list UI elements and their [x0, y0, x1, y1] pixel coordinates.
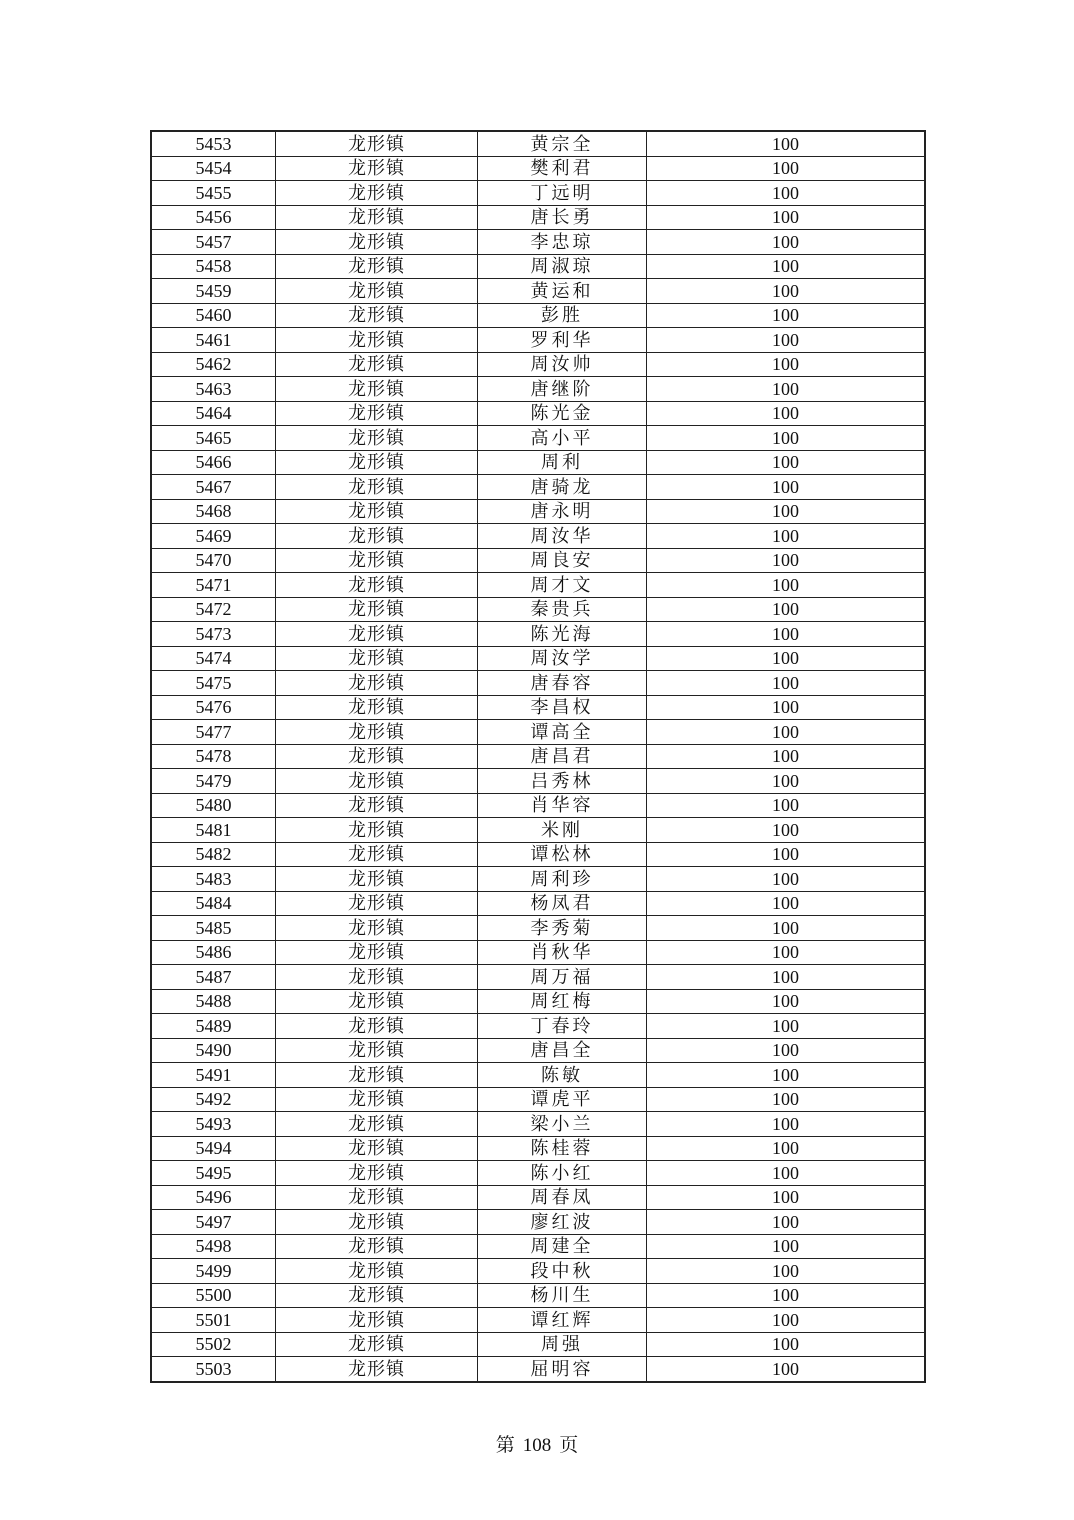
amount-cell: 100 [647, 1210, 926, 1235]
person-name-cell: 周利珍 [478, 867, 647, 892]
table-row [151, 475, 925, 500]
table-row [151, 695, 925, 720]
person-name-cell: 梁小兰 [478, 1112, 647, 1137]
row-number-cell: 5482 [151, 842, 276, 867]
town-cell: 龙形镇 [276, 818, 478, 843]
person-name-cell: 周利 [478, 450, 647, 475]
amount-cell: 100 [647, 695, 926, 720]
row-number-cell: 5503 [151, 1357, 276, 1382]
town-cell: 龙形镇 [276, 303, 478, 328]
row-number-cell: 5502 [151, 1332, 276, 1357]
table-row [151, 597, 925, 622]
person-name-cell: 屈明容 [478, 1357, 647, 1382]
table-row [151, 1038, 925, 1063]
town-cell: 龙形镇 [276, 1185, 478, 1210]
person-name-cell: 李秀菊 [478, 916, 647, 941]
table-row [151, 818, 925, 843]
town-cell: 龙形镇 [276, 769, 478, 794]
table-row [151, 205, 925, 230]
amount-cell: 100 [647, 352, 926, 377]
table-row [151, 328, 925, 353]
page-footer [0, 1430, 1074, 1457]
person-name-cell: 廖红波 [478, 1210, 647, 1235]
amount-cell: 100 [647, 1161, 926, 1186]
amount-cell: 100 [647, 573, 926, 598]
person-name-cell: 高小平 [478, 426, 647, 451]
town-cell: 龙形镇 [276, 181, 478, 206]
page-footer-suffix: 页 [559, 1435, 579, 1456]
table-row [151, 548, 925, 573]
town-cell: 龙形镇 [276, 622, 478, 647]
town-cell: 龙形镇 [276, 279, 478, 304]
row-number-cell: 5488 [151, 989, 276, 1014]
person-name-cell: 周春凤 [478, 1185, 647, 1210]
table-row [151, 646, 925, 671]
person-name-cell: 段中秋 [478, 1259, 647, 1284]
town-cell: 龙形镇 [276, 671, 478, 696]
town-cell: 龙形镇 [276, 426, 478, 451]
row-number-cell: 5454 [151, 156, 276, 181]
person-name-cell: 谭松林 [478, 842, 647, 867]
town-cell: 龙形镇 [276, 1161, 478, 1186]
town-cell: 龙形镇 [276, 989, 478, 1014]
person-name-cell: 丁春玲 [478, 1014, 647, 1039]
person-name-cell: 唐昌全 [478, 1038, 647, 1063]
table-row [151, 1161, 925, 1186]
row-number-cell: 5462 [151, 352, 276, 377]
person-name-cell: 谭红辉 [478, 1308, 647, 1333]
row-number-cell: 5463 [151, 377, 276, 402]
amount-cell: 100 [647, 1332, 926, 1357]
page-number: 108 [522, 1435, 552, 1456]
table-row [151, 842, 925, 867]
town-cell: 龙形镇 [276, 1136, 478, 1161]
row-number-cell: 5453 [151, 131, 276, 156]
town-cell: 龙形镇 [276, 401, 478, 426]
town-cell: 龙形镇 [276, 1357, 478, 1382]
table-row [151, 916, 925, 941]
person-name-cell: 黄宗全 [478, 131, 647, 156]
table-row [151, 1136, 925, 1161]
person-name-cell: 谭虎平 [478, 1087, 647, 1112]
amount-cell: 100 [647, 793, 926, 818]
table-row [151, 769, 925, 794]
town-cell: 龙形镇 [276, 1014, 478, 1039]
row-number-cell: 5470 [151, 548, 276, 573]
table-row [151, 450, 925, 475]
person-name-cell: 谭高全 [478, 720, 647, 745]
table-row [151, 744, 925, 769]
row-number-cell: 5468 [151, 499, 276, 524]
person-name-cell: 周汝帅 [478, 352, 647, 377]
person-name-cell: 周万福 [478, 965, 647, 990]
amount-cell: 100 [647, 1112, 926, 1137]
person-name-cell: 唐昌君 [478, 744, 647, 769]
town-cell: 龙形镇 [276, 1332, 478, 1357]
row-number-cell: 5478 [151, 744, 276, 769]
amount-cell: 100 [647, 989, 926, 1014]
row-number-cell: 5501 [151, 1308, 276, 1333]
person-name-cell: 李昌权 [478, 695, 647, 720]
row-number-cell: 5493 [151, 1112, 276, 1137]
town-cell: 龙形镇 [276, 450, 478, 475]
town-cell: 龙形镇 [276, 1308, 478, 1333]
person-name-cell: 周建全 [478, 1234, 647, 1259]
person-name-cell: 周强 [478, 1332, 647, 1357]
person-name-cell: 陈桂蓉 [478, 1136, 647, 1161]
table-row [151, 352, 925, 377]
town-cell: 龙形镇 [276, 1210, 478, 1235]
table-row [151, 131, 925, 156]
table-row [151, 1185, 925, 1210]
amount-cell: 100 [647, 720, 926, 745]
town-cell: 龙形镇 [276, 965, 478, 990]
row-number-cell: 5461 [151, 328, 276, 353]
row-number-cell: 5484 [151, 891, 276, 916]
table-row [151, 622, 925, 647]
town-cell: 龙形镇 [276, 646, 478, 671]
amount-cell: 100 [647, 156, 926, 181]
person-name-cell: 彭胜 [478, 303, 647, 328]
amount-cell: 100 [647, 401, 926, 426]
table-row [151, 1332, 925, 1357]
table-row [151, 793, 925, 818]
town-cell: 龙形镇 [276, 131, 478, 156]
town-cell: 龙形镇 [276, 1112, 478, 1137]
person-name-cell: 李忠琼 [478, 230, 647, 255]
amount-cell: 100 [647, 303, 926, 328]
roster-table [150, 130, 926, 1383]
amount-cell: 100 [647, 1185, 926, 1210]
person-name-cell: 周汝学 [478, 646, 647, 671]
row-number-cell: 5498 [151, 1234, 276, 1259]
person-name-cell: 周良安 [478, 548, 647, 573]
row-number-cell: 5460 [151, 303, 276, 328]
table-row [151, 1112, 925, 1137]
amount-cell: 100 [647, 499, 926, 524]
row-number-cell: 5490 [151, 1038, 276, 1063]
row-number-cell: 5497 [151, 1210, 276, 1235]
row-number-cell: 5458 [151, 254, 276, 279]
amount-cell: 100 [647, 1087, 926, 1112]
town-cell: 龙形镇 [276, 573, 478, 598]
table-row [151, 377, 925, 402]
amount-cell: 100 [647, 597, 926, 622]
amount-cell: 100 [647, 622, 926, 647]
town-cell: 龙形镇 [276, 205, 478, 230]
amount-cell: 100 [647, 1136, 926, 1161]
table-row [151, 1014, 925, 1039]
person-name-cell: 杨川生 [478, 1283, 647, 1308]
row-number-cell: 5489 [151, 1014, 276, 1039]
row-number-cell: 5494 [151, 1136, 276, 1161]
amount-cell: 100 [647, 230, 926, 255]
amount-cell: 100 [647, 328, 926, 353]
row-number-cell: 5475 [151, 671, 276, 696]
amount-cell: 100 [647, 867, 926, 892]
row-number-cell: 5500 [151, 1283, 276, 1308]
table-row [151, 720, 925, 745]
town-cell: 龙形镇 [276, 891, 478, 916]
person-name-cell: 唐长勇 [478, 205, 647, 230]
town-cell: 龙形镇 [276, 842, 478, 867]
amount-cell: 100 [647, 671, 926, 696]
town-cell: 龙形镇 [276, 230, 478, 255]
row-number-cell: 5486 [151, 940, 276, 965]
town-cell: 龙形镇 [276, 867, 478, 892]
table-row [151, 1234, 925, 1259]
town-cell: 龙形镇 [276, 1063, 478, 1088]
person-name-cell: 陈小红 [478, 1161, 647, 1186]
table-row [151, 499, 925, 524]
row-number-cell: 5455 [151, 181, 276, 206]
amount-cell: 100 [647, 548, 926, 573]
row-number-cell: 5457 [151, 230, 276, 255]
town-cell: 龙形镇 [276, 254, 478, 279]
row-number-cell: 5485 [151, 916, 276, 941]
person-name-cell: 樊利君 [478, 156, 647, 181]
town-cell: 龙形镇 [276, 744, 478, 769]
amount-cell: 100 [647, 1308, 926, 1333]
table-row [151, 1308, 925, 1333]
person-name-cell: 唐春容 [478, 671, 647, 696]
amount-cell: 100 [647, 131, 926, 156]
table-row [151, 401, 925, 426]
row-number-cell: 5466 [151, 450, 276, 475]
row-number-cell: 5474 [151, 646, 276, 671]
town-cell: 龙形镇 [276, 1259, 478, 1284]
amount-cell: 100 [647, 1259, 926, 1284]
amount-cell: 100 [647, 450, 926, 475]
person-name-cell: 秦贵兵 [478, 597, 647, 622]
row-number-cell: 5491 [151, 1063, 276, 1088]
town-cell: 龙形镇 [276, 597, 478, 622]
row-number-cell: 5467 [151, 475, 276, 500]
table-row [151, 1357, 925, 1382]
table-row [151, 1063, 925, 1088]
amount-cell: 100 [647, 205, 926, 230]
town-cell: 龙形镇 [276, 1087, 478, 1112]
person-name-cell: 黄运和 [478, 279, 647, 304]
table-row [151, 965, 925, 990]
row-number-cell: 5471 [151, 573, 276, 598]
amount-cell: 100 [647, 254, 926, 279]
amount-cell: 100 [647, 377, 926, 402]
row-number-cell: 5464 [151, 401, 276, 426]
row-number-cell: 5496 [151, 1185, 276, 1210]
person-name-cell: 米刚 [478, 818, 647, 843]
amount-cell: 100 [647, 1283, 926, 1308]
amount-cell: 100 [647, 842, 926, 867]
page-footer-prefix: 第 [495, 1435, 515, 1456]
table-row [151, 303, 925, 328]
town-cell: 龙形镇 [276, 524, 478, 549]
town-cell: 龙形镇 [276, 1283, 478, 1308]
row-number-cell: 5459 [151, 279, 276, 304]
town-cell: 龙形镇 [276, 1038, 478, 1063]
amount-cell: 100 [647, 744, 926, 769]
row-number-cell: 5479 [151, 769, 276, 794]
town-cell: 龙形镇 [276, 377, 478, 402]
row-number-cell: 5481 [151, 818, 276, 843]
amount-cell: 100 [647, 916, 926, 941]
roster-table-body [151, 131, 925, 1382]
person-name-cell: 周汝华 [478, 524, 647, 549]
table-row [151, 279, 925, 304]
amount-cell: 100 [647, 524, 926, 549]
amount-cell: 100 [647, 965, 926, 990]
row-number-cell: 5499 [151, 1259, 276, 1284]
table-row [151, 671, 925, 696]
row-number-cell: 5472 [151, 597, 276, 622]
row-number-cell: 5492 [151, 1087, 276, 1112]
table-row [151, 867, 925, 892]
town-cell: 龙形镇 [276, 1234, 478, 1259]
amount-cell: 100 [647, 1038, 926, 1063]
table-row [151, 1259, 925, 1284]
table-row [151, 524, 925, 549]
town-cell: 龙形镇 [276, 156, 478, 181]
amount-cell: 100 [647, 181, 926, 206]
row-number-cell: 5473 [151, 622, 276, 647]
person-name-cell: 唐骑龙 [478, 475, 647, 500]
person-name-cell: 肖秋华 [478, 940, 647, 965]
person-name-cell: 唐永明 [478, 499, 647, 524]
amount-cell: 100 [647, 475, 926, 500]
person-name-cell: 周才文 [478, 573, 647, 598]
person-name-cell: 周淑琼 [478, 254, 647, 279]
table-row [151, 573, 925, 598]
row-number-cell: 5487 [151, 965, 276, 990]
amount-cell: 100 [647, 818, 926, 843]
row-number-cell: 5456 [151, 205, 276, 230]
amount-cell: 100 [647, 1357, 926, 1382]
table-row [151, 426, 925, 451]
table-row [151, 1283, 925, 1308]
person-name-cell: 陈敏 [478, 1063, 647, 1088]
amount-cell: 100 [647, 1014, 926, 1039]
town-cell: 龙形镇 [276, 475, 478, 500]
town-cell: 龙形镇 [276, 720, 478, 745]
table-row [151, 230, 925, 255]
person-name-cell: 杨凤君 [478, 891, 647, 916]
table-row [151, 891, 925, 916]
person-name-cell: 肖华容 [478, 793, 647, 818]
table-row [151, 1087, 925, 1112]
amount-cell: 100 [647, 646, 926, 671]
row-number-cell: 5483 [151, 867, 276, 892]
town-cell: 龙形镇 [276, 940, 478, 965]
amount-cell: 100 [647, 769, 926, 794]
table-row [151, 254, 925, 279]
amount-cell: 100 [647, 940, 926, 965]
amount-cell: 100 [647, 426, 926, 451]
town-cell: 龙形镇 [276, 793, 478, 818]
amount-cell: 100 [647, 1063, 926, 1088]
person-name-cell: 罗利华 [478, 328, 647, 353]
table-row [151, 181, 925, 206]
person-name-cell: 陈光金 [478, 401, 647, 426]
amount-cell: 100 [647, 1234, 926, 1259]
row-number-cell: 5476 [151, 695, 276, 720]
person-name-cell: 周红梅 [478, 989, 647, 1014]
table-row [151, 940, 925, 965]
row-number-cell: 5477 [151, 720, 276, 745]
row-number-cell: 5465 [151, 426, 276, 451]
table-row [151, 156, 925, 181]
person-name-cell: 丁远明 [478, 181, 647, 206]
town-cell: 龙形镇 [276, 328, 478, 353]
amount-cell: 100 [647, 891, 926, 916]
person-name-cell: 吕秀林 [478, 769, 647, 794]
table-row [151, 1210, 925, 1235]
town-cell: 龙形镇 [276, 499, 478, 524]
town-cell: 龙形镇 [276, 916, 478, 941]
person-name-cell: 唐继阶 [478, 377, 647, 402]
town-cell: 龙形镇 [276, 548, 478, 573]
town-cell: 龙形镇 [276, 352, 478, 377]
amount-cell: 100 [647, 279, 926, 304]
town-cell: 龙形镇 [276, 695, 478, 720]
row-number-cell: 5480 [151, 793, 276, 818]
person-name-cell: 陈光海 [478, 622, 647, 647]
table-row [151, 989, 925, 1014]
row-number-cell: 5469 [151, 524, 276, 549]
row-number-cell: 5495 [151, 1161, 276, 1186]
